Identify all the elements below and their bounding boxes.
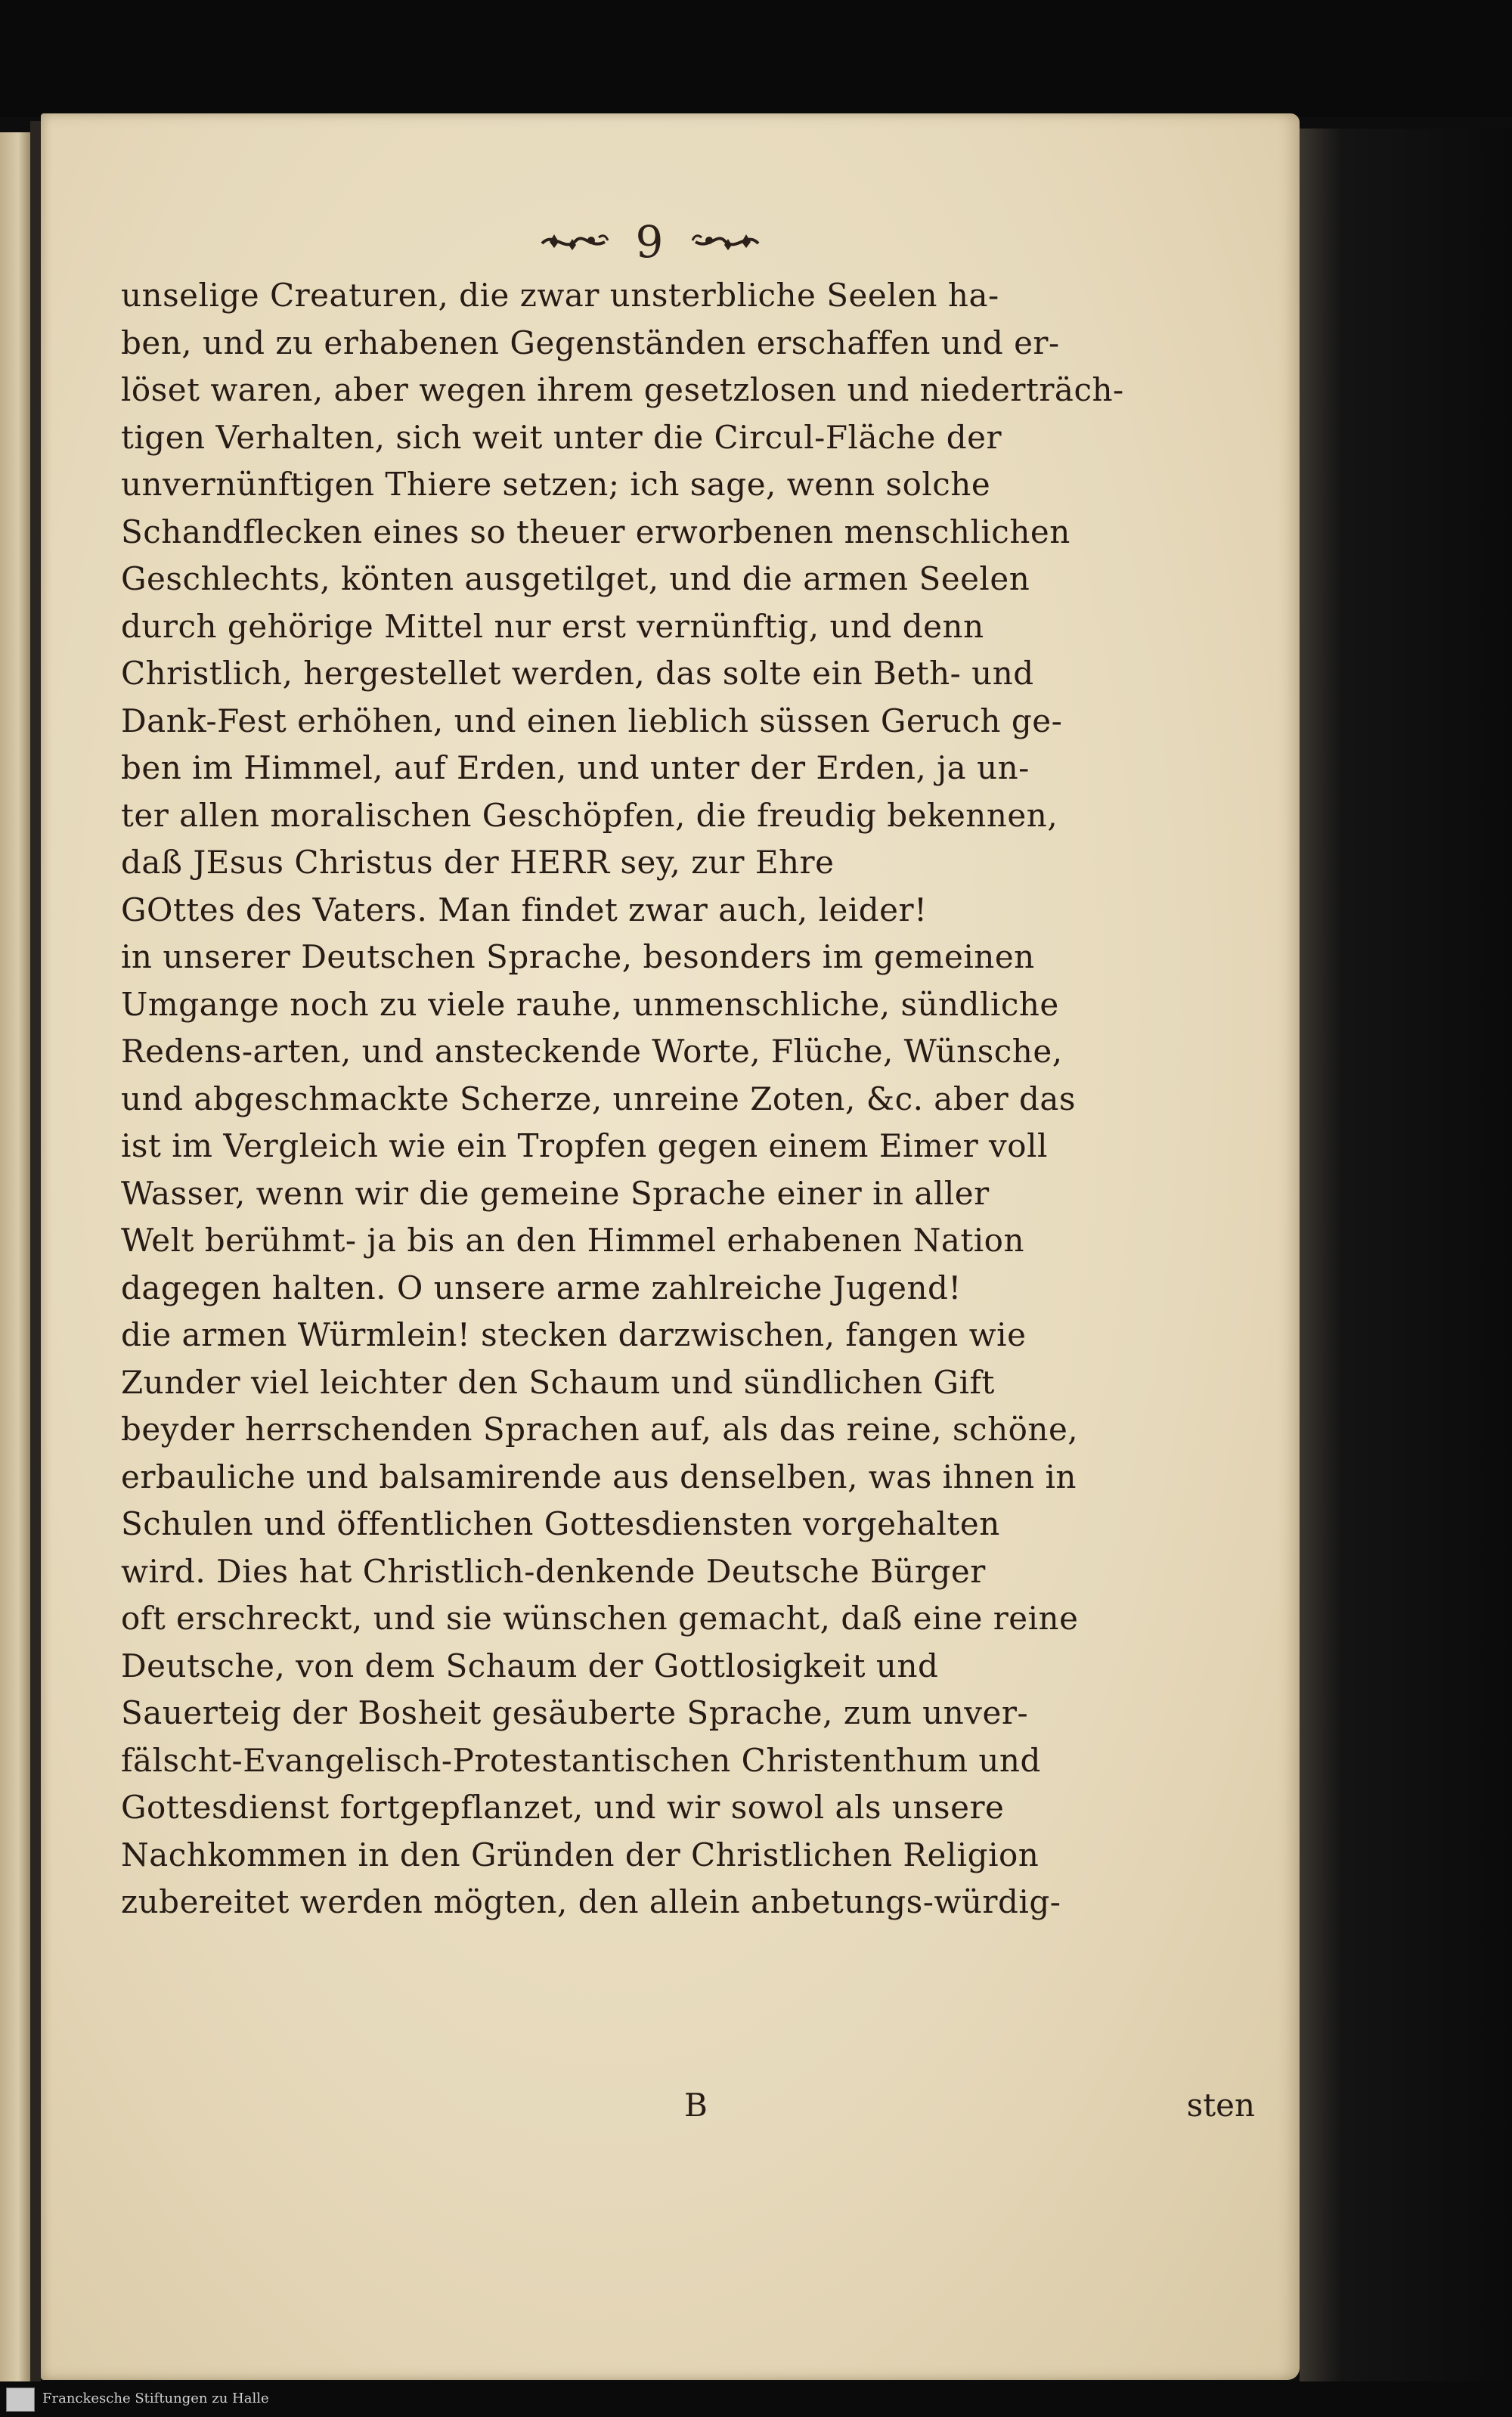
text-line: die armen Würmlein! stecken darzwischen, fangen wie (121, 1316, 1027, 1353)
text-line: wird. Dies hat Christlich-denkende Deutsche Bürger (121, 1552, 986, 1590)
page-number: 9 (635, 216, 665, 268)
text-line: Dank-Fest erhöhen, und einen lieblich süssen Geruch ge- (121, 702, 1063, 739)
text-line: Umgange noch zu viele rauhe, unmenschliche, sündliche (121, 985, 1059, 1023)
text-line: Wasser, wenn wir die gemeine Sprache einer in aller (121, 1174, 990, 1212)
text-line: Zunder viel leichter den Schaum und sündlichen Gift (121, 1363, 995, 1401)
text-line: durch gehörige Mittel nur erst vernünftig, und denn (121, 607, 984, 645)
text-line: unvernünftigen Thiere setzen; ich sage, wenn solche (121, 466, 991, 503)
text-line: Geschlechts, könten ausgetilget, und die armen Seelen (121, 560, 1030, 597)
text-line: tigen Verhalten, sich weit unter die Circul-Fläche der (121, 418, 1002, 456)
text-line: in unserer Deutschen Sprache, besonders im gemeinen (121, 938, 1035, 975)
text-line: Schulen und öffentlichen Gottesdiensten vorgehalten (121, 1505, 1000, 1542)
text-line: dagegen halten. O unsere arme zahlreiche Jugend! (121, 1269, 962, 1306)
text-line: Welt berühmt- ja bis an den Himmel erhabenen Nation (121, 1222, 1024, 1259)
catchword: sten (1186, 2087, 1255, 2124)
archive-logo-icon (6, 2388, 35, 2412)
text-line: unselige Creaturen, die zwar unsterbliche Seelen ha- (121, 277, 999, 314)
scan-background-top (0, 0, 1512, 117)
text-line: Gottesdienst fortgepflanzet, und wir sowol als unsere (121, 1789, 1005, 1826)
text-line: Christlich, hergestellet werden, das solte ein Beth- und (121, 655, 1034, 692)
text-line: zubereitet werden mögten, den allein anbetungs-würdig- (121, 1883, 1061, 1920)
archive-credit: Franckesche Stiftungen zu Halle (42, 2391, 269, 2406)
text-line: und abgeschmackte Scherze, unreine Zoten, &c. aber das (121, 1080, 1076, 1117)
text-line: ben im Himmel, auf Erden, und unter der Erden, ja un- (121, 749, 1030, 786)
left-ornament-icon (538, 227, 610, 257)
text-line: beyder herrschenden Sprachen auf, als das reine, schöne, (121, 1411, 1079, 1448)
text-line: Sauerteig der Bosheit gesäuberte Sprache, zum unver- (121, 1694, 1029, 1731)
text-line: Deutsche, von dem Schaum der Gottlosigkeit und (121, 1647, 939, 1684)
text-line: ter allen moralischen Geschöpfen, die freudig bekennen, (121, 796, 1058, 834)
right-ornament-icon (690, 227, 762, 257)
text-line: daß JEsus Christus der HERR sey, zur Ehre (121, 844, 835, 881)
text-line: oft erschreckt, und sie wünschen gemacht, daß eine reine (121, 1600, 1079, 1637)
text-line: erbauliche und balsamirende aus denselben, was ihnen in (121, 1458, 1077, 1495)
body-text (121, 272, 1255, 1926)
text-line: Redens-arten, und ansteckende Worte, Flüche, Wünsche, (121, 1033, 1063, 1070)
text-line: Nachkommen in den Gründen der Christlichen Religion (121, 1836, 1040, 1873)
text-line: fälscht-Evangelisch-Protestantischen Christenthum und (121, 1741, 1041, 1779)
book-gutter (30, 121, 41, 2412)
left-page-edge (0, 132, 30, 2408)
text-line: GOttes des Vaters. Man findet zwar auch, leider! (121, 891, 928, 928)
archive-footer (0, 2381, 1512, 2417)
text-line: Schandflecken eines so theuer erworbenen menschlichen (121, 513, 1070, 550)
page-header (507, 215, 794, 268)
page-footer-marks (121, 2087, 1255, 2140)
text-line: löset waren, aber wegen ihrem gesetzlosen und niederträch- (121, 371, 1124, 408)
text-line: ist im Vergleich wie ein Tropfen gegen einem Eimer voll (121, 1127, 1048, 1164)
signature-mark: B (684, 2087, 708, 2124)
text-line: ben, und zu erhabenen Gegenständen erschaffen und er- (121, 324, 1060, 361)
scan-background-right (1300, 129, 1512, 2397)
